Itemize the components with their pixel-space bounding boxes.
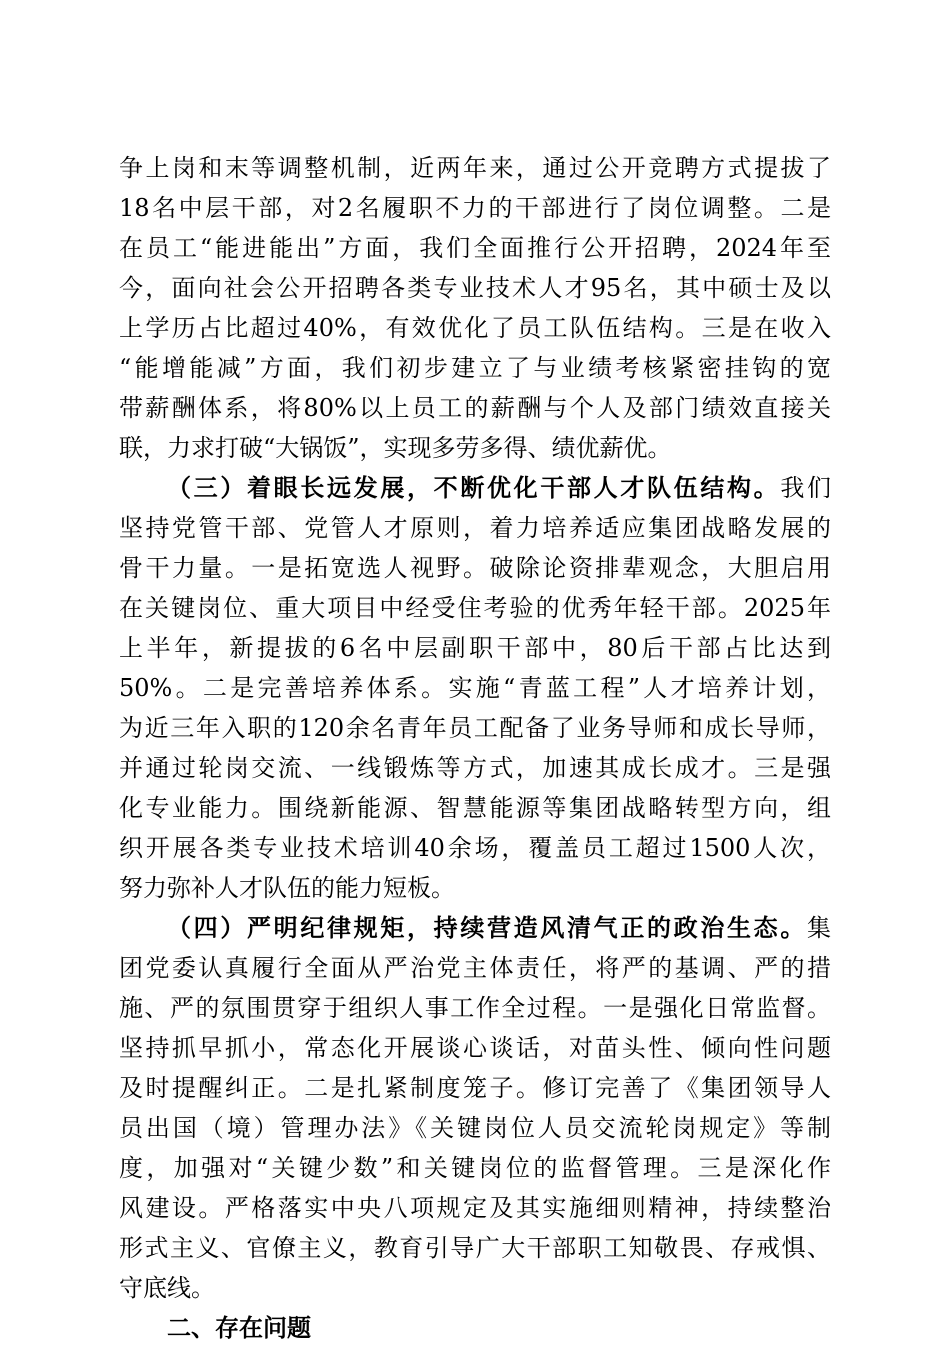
document-page	[119, 148, 831, 1348]
text-line: 18名中层干部，对2名履职不力的干部进行了岗位调整。二是	[119, 194, 831, 222]
text-line: 努力弥补人才队伍的能力短板。	[119, 874, 455, 902]
text-line: 并通过轮岗交流、一线锻炼等方式，加速其成长成才。三是强	[119, 754, 831, 782]
text-line: 为近三年入职的120余名青年员工配备了业务导师和成长导师，	[119, 714, 831, 742]
text-line: 度，加强对“关键少数”和关键岗位的监督管理。三是深化作	[119, 1154, 831, 1182]
text-line: 风建设。严格落实中央八项规定及其实施细则精神，持续整治	[119, 1194, 831, 1222]
text-line: 骨干力量。一是拓宽选人视野。破除论资排辈观念，大胆启用	[119, 554, 831, 582]
text-line: 施、严的氛围贯穿于组织人事工作全过程。一是强化日常监督。	[119, 994, 831, 1022]
section-3-first-line-rest: 我们	[780, 474, 832, 502]
section-3-paragraph	[119, 468, 831, 908]
text-line: 及时提醒纠正。二是扎紧制度笼子。修订完善了《集团领导人	[119, 1074, 831, 1102]
text-line: 上半年，新提拔的6名中层副职干部中，80后干部占比达到	[119, 634, 831, 662]
text-line: 50%。二是完善培养体系。实施“青蓝工程”人才培养计划，	[119, 674, 831, 702]
text-line: “能增能减”方面，我们初步建立了与业绩考核紧密挂钩的宽	[119, 354, 831, 382]
text-line: 团党委认真履行全面从严治党主体责任，将严的基调、严的措	[119, 954, 831, 982]
text-line: 今，面向社会公开招聘各类专业技术人才95名，其中硕士及以	[119, 274, 831, 302]
text-line: 形式主义、官僚主义，教育引导广大干部职工知敬畏、存戒惧、	[119, 1234, 831, 1262]
text-line: 织开展各类专业技术培训40余场，覆盖员工超过1500人次，	[119, 834, 831, 862]
text-line: 坚持抓早抓小，常态化开展谈心谈话，对苗头性、倾向性问题	[119, 1034, 831, 1062]
paragraph-continuation	[119, 148, 831, 468]
section-4-first-line	[119, 908, 831, 948]
text-line: 带薪酬体系，将80%以上员工的薪酬与个人及部门绩效直接关	[119, 394, 831, 422]
section-3-title: （三）着眼长远发展，不断优化干部人才队伍结构。	[167, 473, 781, 502]
section-4-first-line-rest: 集	[807, 914, 831, 942]
text-line: 在员工“能进能出”方面，我们全面推行公开招聘，2024年至	[119, 234, 831, 262]
text-line: 在关键岗位、重大项目中经受住考验的优秀年轻干部。2025年	[119, 594, 831, 622]
section-4-title: （四）严明纪律规矩，持续营造风清气正的政治生态。	[167, 913, 807, 942]
section-4-paragraph	[119, 908, 831, 1308]
text-line: 坚持党管干部、党管人才原则，着力培养适应集团战略发展的	[119, 514, 831, 542]
text-line: 守底线。	[119, 1274, 215, 1302]
text-line: 员出国（境）管理办法》《关键岗位人员交流轮岗规定》等制	[119, 1114, 831, 1142]
text-line: 争上岗和末等调整机制，近两年来，通过公开竞聘方式提拔了	[119, 154, 831, 182]
text-line: 上学历占比超过40%，有效优化了员工队伍结构。三是在收入	[119, 314, 831, 342]
section-3-first-line	[119, 468, 831, 508]
text-line: 化专业能力。围绕新能源、智慧能源等集团战略转型方向，组	[119, 794, 831, 822]
section-heading-problems: 二、存在问题	[167, 1314, 311, 1342]
text-line: 联，力求打破“大锅饭”，实现多劳多得、绩优薪优。	[119, 434, 672, 462]
